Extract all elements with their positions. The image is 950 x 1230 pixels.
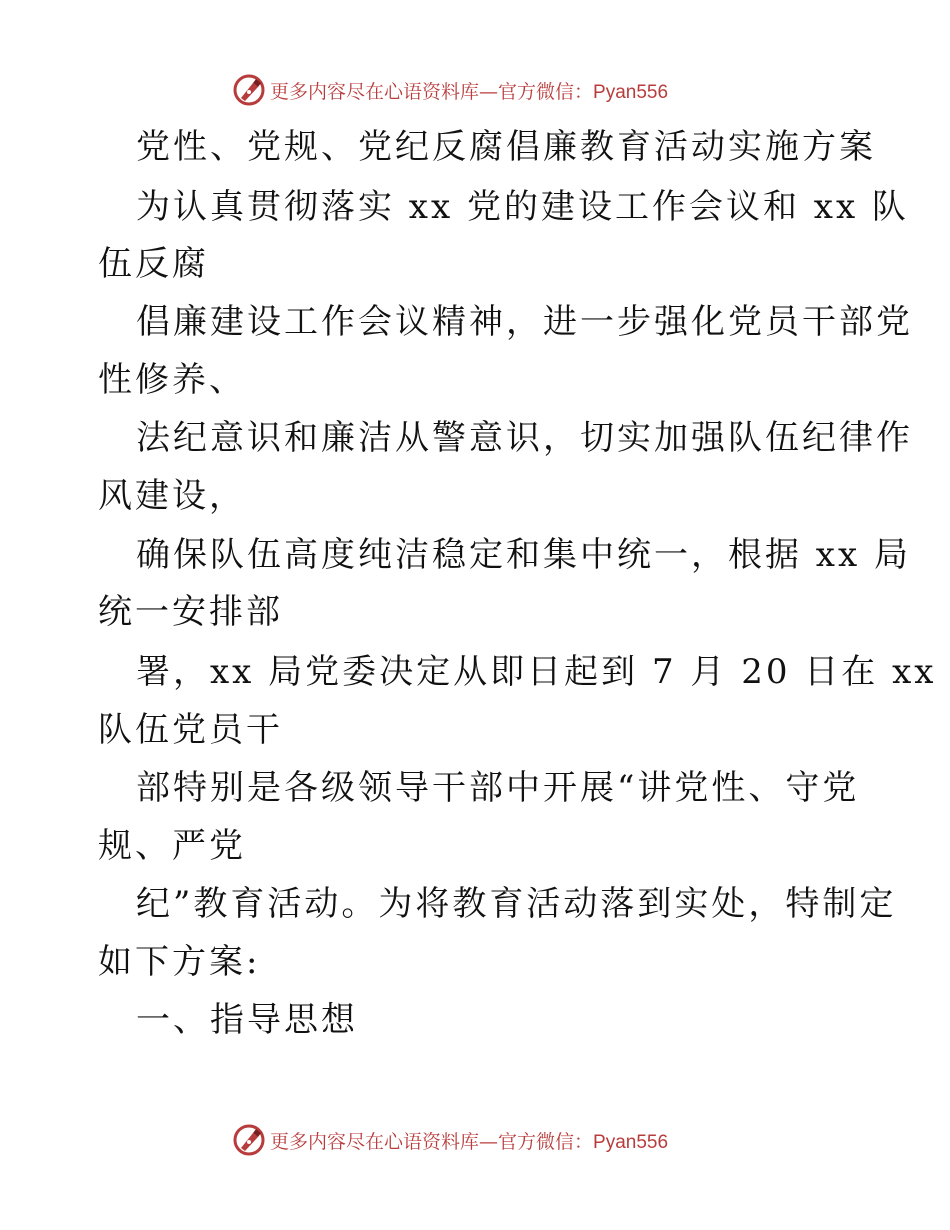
text-line-12: 规、严党 <box>98 826 246 866</box>
watermark-separator: — <box>479 80 499 103</box>
footer-watermark <box>232 1122 712 1158</box>
watermark-text <box>270 77 668 104</box>
text-line-13: 纪”教育活动。为将教育活动落到实处，特制定 <box>136 884 897 924</box>
text-line-11: 部特别是各级领导干部中开展“讲党性、守党 <box>136 768 860 808</box>
watermark-wechat-label: 官方微信： <box>498 80 594 103</box>
text-line-6: 风建设， <box>98 476 246 516</box>
text-line-5: 法纪意识和廉洁从警意识，切实加强队伍纪律作 <box>136 418 913 458</box>
header-watermark <box>232 72 712 108</box>
watermark-separator: — <box>479 1130 499 1153</box>
watermark-site-text: 更多内容尽在心语资料库 <box>270 80 480 103</box>
document-title: 党性、党规、党纪反腐倡廉教育活动实施方案 <box>136 127 876 167</box>
text-line-8: 统一安排部 <box>98 592 283 632</box>
watermark-wechat-label: 官方微信： <box>498 1130 594 1153</box>
watermark-wechat-id: Pyan556 <box>593 1131 669 1153</box>
watermark-wechat-id: Pyan556 <box>593 81 669 103</box>
text-line-10: 队伍党员干 <box>98 710 283 750</box>
watermark-text <box>270 1127 668 1154</box>
text-line-2: 伍反腐 <box>98 244 209 284</box>
text-line-3: 倡廉建设工作会议精神，进一步强化党员干部党 <box>136 302 913 342</box>
watermark-site-text: 更多内容尽在心语资料库 <box>270 1130 480 1153</box>
text-line-9: 署，xx 局党委决定从即日起到 7 月 20 日在 xx <box>136 652 937 692</box>
section-heading: 一、指导思想 <box>136 1000 358 1040</box>
text-line-4: 性修养、 <box>98 360 246 400</box>
text-line-14: 如下方案: <box>98 942 261 982</box>
pen-nib-logo-icon <box>232 1123 266 1157</box>
text-line-7: 确保队伍高度纯洁稳定和集中统一，根据 xx 局 <box>136 535 911 575</box>
text-line-1: 为认真贯彻落实 xx 党的建设工作会议和 xx 队 <box>136 187 909 227</box>
pen-nib-logo-icon <box>232 73 266 107</box>
